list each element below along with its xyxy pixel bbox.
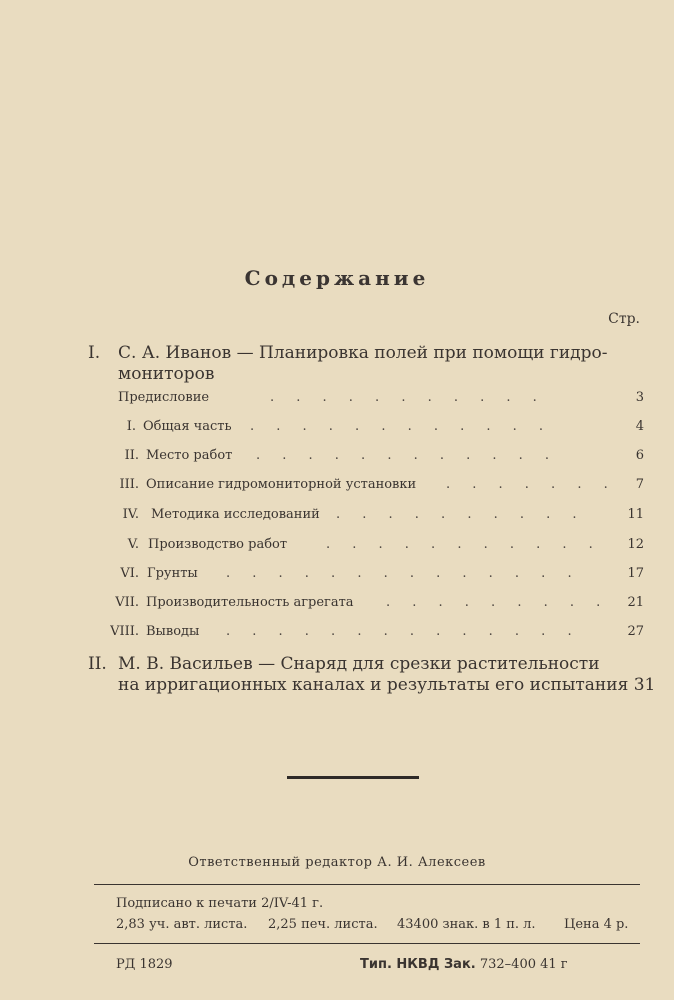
imprint-author-sheets: 2,83 уч. авт. листа. — [116, 917, 248, 932]
toc-entry-label: Общая часть — [143, 419, 232, 434]
toc-entry — [0, 417, 674, 437]
imprint-top-rule — [94, 884, 640, 885]
toc-entry-page: 7 — [635, 477, 644, 492]
page-column-label: Стр. — [608, 311, 640, 327]
toc-entry-label: Производство работ — [148, 537, 288, 552]
page-title: Содержание — [244, 266, 430, 290]
toc-leader-dots: . . . . . . . — [446, 477, 617, 492]
imprint-price: Цена 4 р. — [564, 917, 629, 932]
toc-entry-roman: VII. — [115, 595, 139, 610]
part-1-title-line1: С. А. Иванов — Планировка полей при помощи гидро- — [118, 343, 608, 363]
toc-leader-dots: . . . . . . . . . . — [336, 507, 586, 522]
toc-leader-dots: . . . . . . . . . . . . . . — [226, 624, 581, 639]
imprint-signed: Подписано к печати 2/IV-41 г. — [116, 896, 324, 911]
toc-entry-label: Выводы — [146, 624, 200, 639]
part-2-page: 31 — [633, 675, 656, 695]
toc-entry-roman: IV. — [122, 507, 139, 522]
toc-entry — [0, 388, 674, 408]
separator-rule — [287, 776, 419, 779]
toc-leader-dots: . . . . . . . . . . . . . . — [226, 566, 581, 581]
toc-entry — [0, 475, 674, 495]
toc-entry — [0, 446, 674, 466]
toc-entry-page: 11 — [627, 507, 644, 522]
toc-entry — [0, 535, 674, 555]
part-1-number: I. — [88, 343, 101, 363]
part-2-title-line1: М. В. Васильев — Снаряд для срезки растительности — [118, 654, 600, 674]
toc-leader-dots: . . . . . . . . . . . — [326, 537, 602, 552]
part-2-title-line2: на ирригационных каналах и результаты его испытания — [118, 675, 629, 695]
toc-entry-roman: III. — [119, 477, 139, 492]
toc-entry-roman: VIII. — [110, 624, 139, 639]
toc-entry-label: Описание гидромониторной установки — [146, 477, 417, 492]
toc-entry — [0, 505, 674, 525]
footer-rd-number: РД 1829 — [116, 957, 173, 972]
toc-entry-roman: VI. — [120, 566, 139, 581]
toc-entry — [0, 564, 674, 584]
toc-entry-roman: I. — [126, 419, 136, 434]
toc-entry-page: 3 — [635, 390, 644, 405]
toc-entry-label: Место работ — [146, 448, 233, 463]
footer-printing — [360, 957, 568, 972]
footer-printing-label: Тип. НКВД Зак. — [360, 957, 476, 972]
toc-entry-page: 17 — [627, 566, 644, 581]
toc-entry-roman: V. — [127, 537, 139, 552]
toc-entry-page: 27 — [627, 624, 644, 639]
toc-entry-page: 4 — [635, 419, 644, 434]
toc-entry-roman: II. — [124, 448, 139, 463]
footer-order-number: 732–400 41 г — [479, 957, 568, 972]
part-1-heading — [88, 343, 648, 385]
part-2-heading — [88, 654, 656, 696]
toc-leader-dots: . . . . . . . . . — [386, 595, 610, 610]
part-2-number: II. — [88, 654, 107, 674]
toc-entry-label: Грунты — [147, 566, 198, 581]
imprint-bottom-rule — [94, 943, 640, 944]
responsible-editor: Ответственный редактор А. И. Алексеев — [188, 855, 486, 870]
toc-entry-page: 21 — [627, 595, 644, 610]
imprint-chars: 43400 знак. в 1 п. л. — [397, 917, 536, 932]
toc-entry — [0, 593, 674, 613]
toc-entry — [0, 622, 674, 642]
toc-leader-dots: . . . . . . . . . . . . — [256, 448, 559, 463]
toc-entry-label: Производительность агрегата — [146, 595, 354, 610]
part-1-title-line2: мониторов — [118, 364, 215, 384]
toc-leader-dots: . . . . . . . . . . . . — [250, 419, 553, 434]
toc-leader-dots: . . . . . . . . . . . — [270, 390, 546, 405]
imprint-print-sheets: 2,25 печ. листа. — [268, 917, 378, 932]
toc-entry-label: Методика исследований — [151, 507, 320, 522]
toc-entry-page: 6 — [635, 448, 644, 463]
toc-entry-label: Предисловие — [118, 390, 210, 405]
toc-entry-page: 12 — [627, 537, 644, 552]
